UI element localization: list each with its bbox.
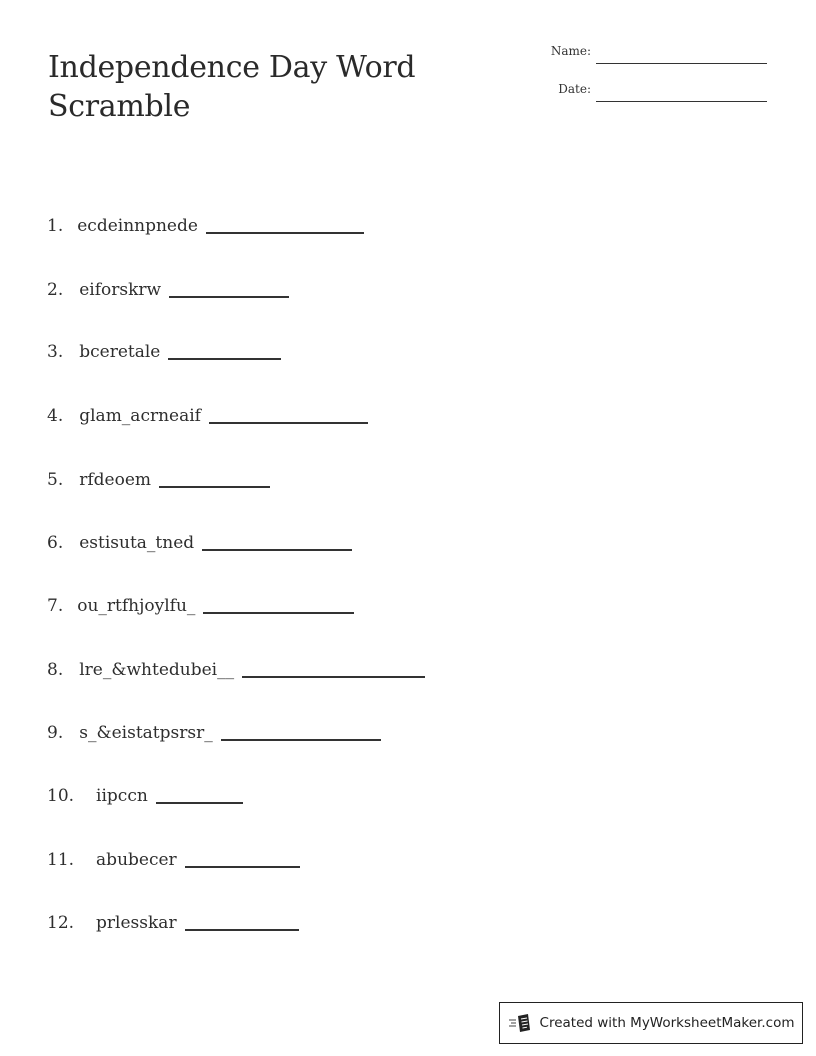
answer-blank[interactable] bbox=[185, 929, 299, 931]
worksheet-title: Independence Day Word Scramble bbox=[48, 50, 416, 124]
scrambled-word: estisuta_tned bbox=[79, 533, 195, 553]
answer-blank[interactable] bbox=[202, 549, 352, 551]
item-number: 8. bbox=[47, 660, 64, 680]
scrambled-word: rfdeoem bbox=[79, 470, 152, 490]
answer-blank[interactable] bbox=[206, 232, 364, 234]
scrambled-word: eiforskrw bbox=[79, 280, 162, 300]
scrambled-word: iipccn bbox=[96, 786, 148, 806]
scrambled-word: glam_acrneaif bbox=[79, 406, 201, 426]
item-number: 1. bbox=[47, 216, 64, 236]
scrambled-word: s_&eistatpsrsr_ bbox=[79, 723, 213, 743]
item-number: 3. bbox=[47, 342, 64, 362]
name-field bbox=[541, 44, 767, 64]
scramble-item bbox=[47, 850, 300, 870]
scrambled-word: prlesskar bbox=[96, 913, 177, 933]
date-write-line bbox=[596, 101, 767, 102]
created-with-badge[interactable] bbox=[499, 1002, 803, 1044]
scramble-item bbox=[47, 280, 289, 300]
badge-text: Created with MyWorksheetMaker.com bbox=[539, 1015, 795, 1031]
name-label: Name: bbox=[550, 44, 591, 58]
answer-blank[interactable] bbox=[185, 866, 300, 868]
item-number: 10. bbox=[47, 786, 75, 806]
scramble-item bbox=[47, 723, 381, 743]
answer-blank[interactable] bbox=[242, 676, 425, 678]
item-number: 2. bbox=[47, 280, 64, 300]
answer-blank[interactable] bbox=[156, 802, 243, 804]
scramble-item bbox=[47, 660, 425, 680]
item-number: 5. bbox=[47, 470, 64, 490]
scramble-item bbox=[47, 406, 368, 426]
date-field bbox=[541, 82, 767, 102]
item-number: 9. bbox=[47, 723, 64, 743]
scramble-item bbox=[47, 470, 270, 490]
answer-blank[interactable] bbox=[209, 422, 368, 424]
answer-blank[interactable] bbox=[203, 612, 354, 614]
scrambled-word: abubecer bbox=[96, 850, 177, 870]
answer-blank[interactable] bbox=[169, 296, 289, 298]
scramble-item bbox=[47, 786, 243, 806]
scramble-item bbox=[47, 533, 352, 553]
scramble-item bbox=[47, 342, 281, 362]
name-write-line bbox=[596, 63, 767, 64]
scrambled-word: ou_rtfhjoylfu_ bbox=[77, 596, 196, 616]
date-label: Date: bbox=[558, 82, 591, 96]
item-number: 11. bbox=[47, 850, 75, 870]
scramble-item bbox=[47, 216, 364, 236]
scrambled-word: lre_&whtedubei__ bbox=[79, 660, 235, 680]
item-number: 12. bbox=[47, 913, 75, 933]
scramble-item bbox=[47, 596, 354, 616]
scrambled-word: bceretale bbox=[79, 342, 161, 362]
answer-blank[interactable] bbox=[221, 739, 381, 741]
worksheet-maker-logo-icon bbox=[508, 1012, 534, 1034]
answer-blank[interactable] bbox=[159, 486, 270, 488]
scramble-item bbox=[47, 913, 299, 933]
item-number: 4. bbox=[47, 406, 64, 426]
item-number: 6. bbox=[47, 533, 64, 553]
item-number: 7. bbox=[47, 596, 64, 616]
scrambled-word: ecdeinnpnede bbox=[77, 216, 198, 236]
answer-blank[interactable] bbox=[168, 358, 281, 360]
